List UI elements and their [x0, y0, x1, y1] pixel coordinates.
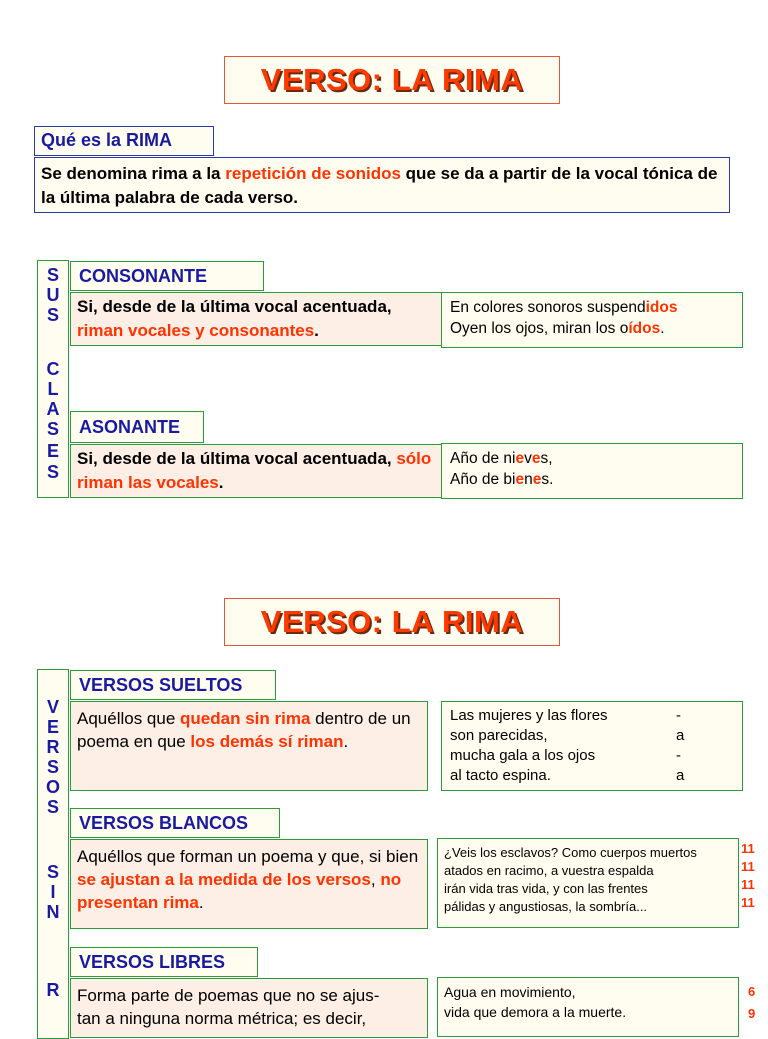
- asonante-def-part2: .: [218, 473, 224, 492]
- versos-libres-label: VERSOS LIBRES: [70, 947, 258, 977]
- versos-blancos-label: VERSOS BLANCOS: [70, 808, 280, 838]
- blancos-syllable-counts: [741, 840, 763, 912]
- versos-blancos-definition: Aquéllos que forman un poema y que, si bien se ajustan a la medida de los versos, no presentan rima.: [70, 839, 428, 929]
- syllable-count: 11: [741, 895, 755, 910]
- blancos-line: ¿Veis los esclavos? Como cuerpos muertos: [444, 845, 697, 860]
- clases-letter: A: [46, 399, 60, 419]
- rima-def-part2: que se da a partir de la vocal tónica de la última palabra de cada verso.: [41, 164, 718, 207]
- syllable-count: 9: [748, 1006, 756, 1021]
- syllable-count: 11: [741, 841, 755, 856]
- libres-def-line1: Forma parte de poemas que no se ajus-: [77, 986, 380, 1005]
- asonante-def-highlight: sólo riman las vocales: [77, 449, 432, 492]
- syllable-count: 6: [748, 984, 756, 999]
- libres-line: vida que demora a la muerte.: [444, 1004, 627, 1020]
- consonante-label: CONSONANTE: [70, 261, 264, 291]
- consonante-definition: [70, 292, 442, 346]
- side-letter: E: [46, 717, 59, 737]
- libres-def-line2: tan a ninguna norma métrica; es decir,: [77, 1009, 367, 1028]
- side-letter: N: [46, 902, 60, 922]
- clases-letter: L: [47, 379, 59, 399]
- versos-sueltos-label: VERSOS SUELTOS: [70, 670, 276, 700]
- clases-letter: E: [46, 441, 59, 461]
- clases-letter: S: [46, 265, 59, 285]
- syllable-count: 11: [741, 877, 755, 892]
- asonante-example: [441, 443, 743, 499]
- side-letter: R: [46, 980, 60, 1000]
- rima-def-highlight: repetición de sonidos: [225, 164, 401, 183]
- consonante-example-line2: Oyen los ojos, miran los oídos.: [450, 320, 665, 337]
- side-letter: V: [46, 697, 59, 717]
- clases-letter: S: [46, 305, 59, 325]
- asonante-example-line1: Año de nieves,: [450, 450, 553, 467]
- side-letter: I: [50, 882, 56, 902]
- sueltos-line: mucha gala a los ojos -: [450, 747, 681, 764]
- consonante-example: [441, 292, 743, 348]
- libres-syllable-counts: [748, 981, 764, 1025]
- versos-sueltos-definition: Aquéllos que quedan sin rima dentro de un poema en que los demás sí riman.: [70, 701, 428, 791]
- libres-line: Agua en movimiento,: [444, 984, 576, 1000]
- side-letter: O: [45, 777, 60, 797]
- sueltos-line: son parecidas, a: [450, 727, 685, 744]
- asonante-definition: [70, 444, 442, 498]
- asonante-label: ASONANTE: [70, 411, 204, 443]
- clases-letter: S: [46, 462, 59, 482]
- clases-letter: C: [46, 359, 60, 379]
- slide1-title: VERSO: LA RIMA: [224, 56, 560, 104]
- que-es-la-rima-label: Qué es la RIMA: [34, 126, 214, 156]
- consonante-example-line1: En colores sonoros suspendidos: [450, 299, 678, 316]
- consonante-def-part2: .: [314, 321, 319, 340]
- side-letter: S: [46, 757, 59, 777]
- slide2-title: VERSO: LA RIMA: [224, 598, 560, 646]
- versos-sueltos-example: [441, 701, 743, 791]
- sueltos-line: Las mujeres y las flores -: [450, 707, 681, 724]
- versos-libres-example: [437, 977, 739, 1037]
- sus-clases-vertical: [37, 260, 69, 498]
- asonante-def-part1: Si, desde de la última vocal acentuada,: [77, 449, 397, 468]
- blancos-line: pálidas y angustiosas, la sombría...: [444, 899, 648, 914]
- side-letter: S: [46, 862, 59, 882]
- blancos-line: irán vida tras vida, y con las frentes: [444, 881, 648, 896]
- consonante-def-highlight: riman vocales y consonantes: [77, 321, 315, 340]
- rima-def-part1: Se denomina rima a la: [41, 164, 226, 183]
- versos-blancos-example: [437, 838, 739, 928]
- side-letter: R: [46, 737, 60, 757]
- versos-libres-definition: [70, 978, 428, 1038]
- sueltos-line: al tacto espina. a: [450, 767, 685, 784]
- asonante-example-line2: Año de bienes.: [450, 471, 554, 488]
- clases-letter: U: [46, 285, 60, 305]
- blancos-line: atados en racimo, a vuestra espalda: [444, 863, 654, 878]
- consonante-def-part1: Si, desde de la última vocal acentuada,: [77, 297, 392, 316]
- versos-sin-rima-vertical: [37, 669, 69, 1039]
- side-letter: S: [46, 797, 59, 817]
- clases-letter: S: [46, 419, 59, 439]
- syllable-count: 11: [741, 859, 755, 874]
- rima-definition: [34, 157, 730, 213]
